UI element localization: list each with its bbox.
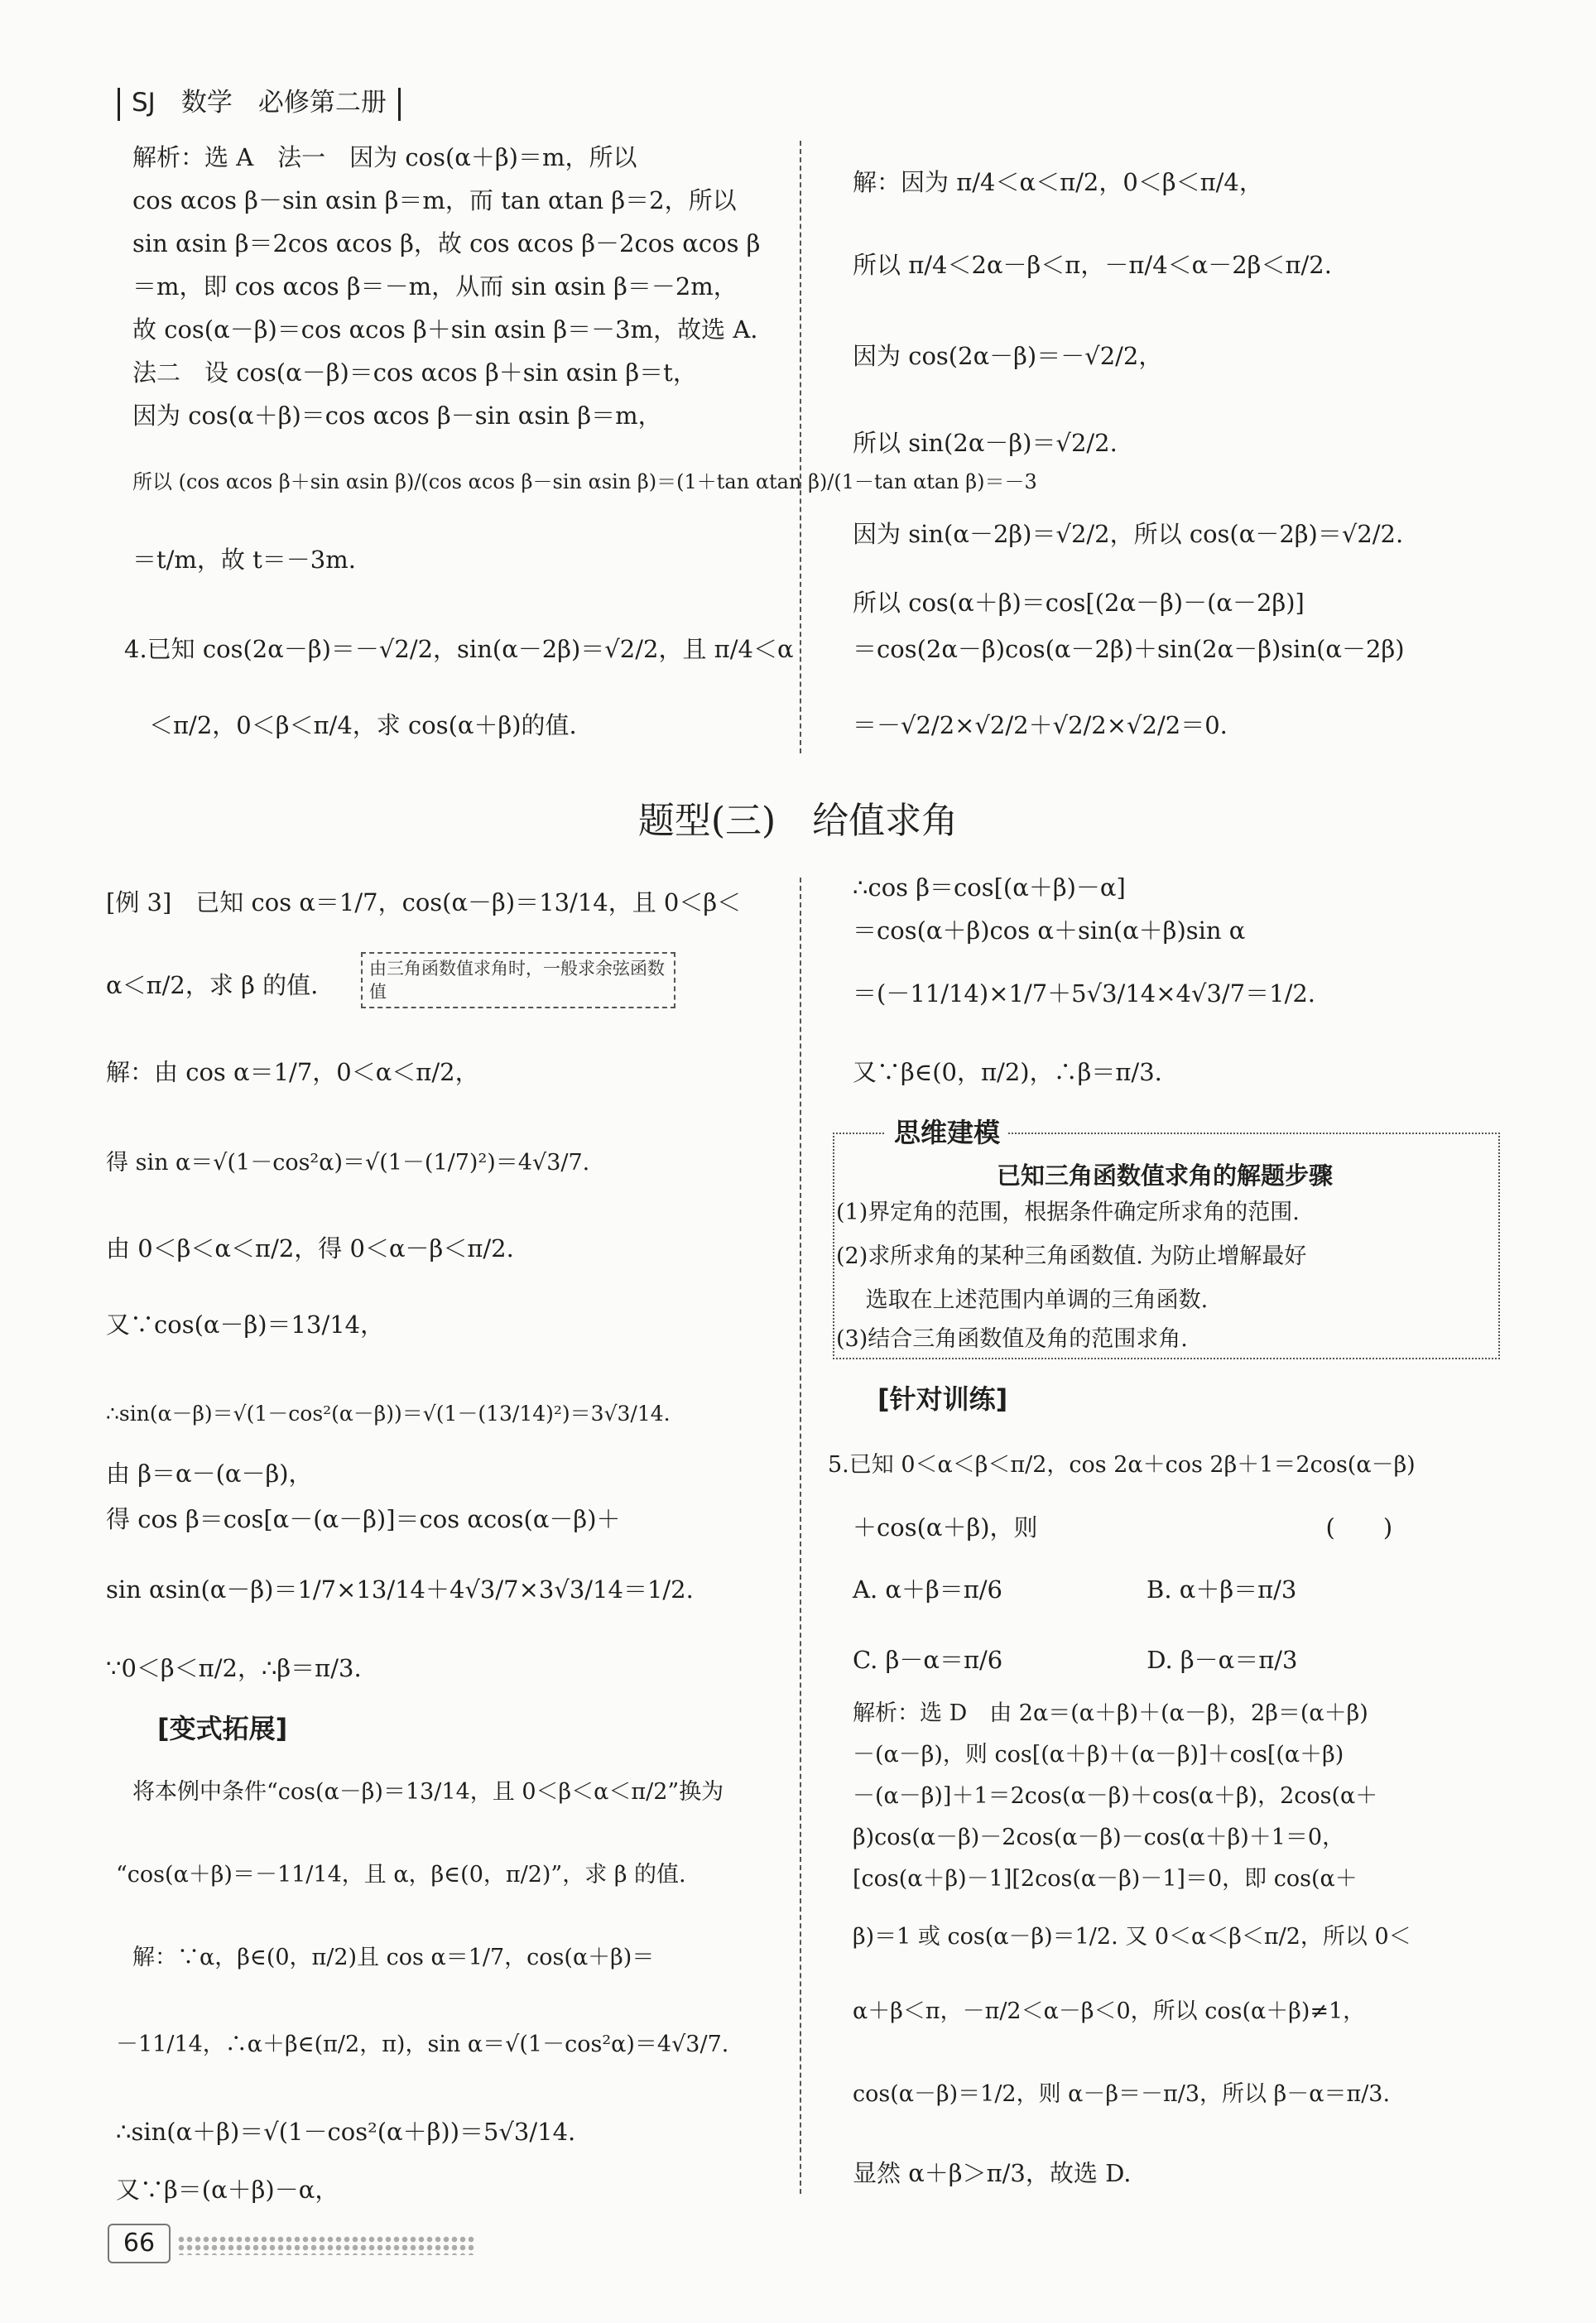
variant-tag: [变式拓展] <box>157 1713 288 1744</box>
box-subtitle: 已知三角函数值求角的解题步骤 <box>996 1162 1333 1190</box>
text-line: 所以 (cos αcos β＋sin αsin β)/(cos αcos β－sin αsin β)＝(1＋tan αtan β)/(1－tan αtan β)＝－3 <box>132 470 1037 493</box>
text-line: 法二 设 cos(α－β)＝cos αcos β＋sin αsin β＝t， <box>132 358 697 387</box>
text-line: 显然 α＋β＞π/3，故选 D. <box>853 2159 1132 2187</box>
column-divider <box>800 141 801 753</box>
text-line: ∴cos β＝cos[(α＋β)－α] <box>853 873 1126 902</box>
text-line: 解：由 cos α＝1/7，0＜α＜π/2， <box>106 1058 479 1086</box>
text-line: ＝－√2/2×√2/2＋√2/2×√2/2＝0. <box>853 711 1228 739</box>
decorative-dots <box>177 2235 475 2255</box>
question-4: 4.已知 cos(2α－β)＝－√2/2，sin(α－2β)＝√2/2，且 π/4＜α <box>124 635 794 663</box>
text-line: 因为 cos(2α－β)＝－√2/2， <box>853 342 1163 370</box>
text-line: －(α－β)]＋1＝2cos(α－β)＋cos(α＋β)，2cos(α＋ <box>853 1783 1378 1809</box>
text-line: －11/14，∴α＋β∈(π/2，π)，sin α＝√(1－cos²α)＝4√3/7. <box>116 2032 729 2057</box>
text-line: 所以 π/4＜2α－β＜π，－π/4＜α－2β＜π/2. <box>853 251 1332 279</box>
text-line: ∴sin(α＋β)＝√(1－cos²(α＋β))＝5√3/14. <box>116 2118 576 2146</box>
text-line: 解：因为 π/4＜α＜π/2，0＜β＜π/4， <box>853 168 1263 196</box>
text-line: 又∵β∈(0，π/2)，∴β＝π/3. <box>853 1058 1162 1086</box>
section-title: 题型(三) 给值求角 <box>637 800 959 842</box>
question-5-cont: ＋cos(α＋β)，则 ( ) <box>853 1513 1393 1541</box>
page-header <box>106 81 412 121</box>
box-item: (1)界定角的范围，根据条件确定所求角的范围. <box>836 1200 1300 1225</box>
header-bar <box>398 88 401 121</box>
text-line: ＝(－11/14)×1/7＋5√3/14×4√3/7＝1/2. <box>853 979 1316 1008</box>
text-line: 由 β＝α－(α－β)， <box>106 1460 313 1488</box>
example-3-cont: α＜π/2，求 β 的值. <box>106 971 319 999</box>
text-line: 所以 sin(2α－β)＝√2/2. <box>853 429 1118 457</box>
text-line: 因为 cos(α＋β)＝cos αcos β－sin αsin β＝m， <box>132 402 662 430</box>
text-line: ＝cos(α＋β)cos α＋sin(α＋β)sin α <box>853 916 1246 945</box>
column-divider <box>800 878 801 2194</box>
text-line: 解：∵α，β∈(0，π/2)且 cos α＝1/7，cos(α＋β)＝ <box>132 1945 655 1970</box>
question-4-cont: ＜π/2，0＜β＜π/4，求 cos(α＋β)的值. <box>149 711 577 739</box>
training-tag: [针对训练] <box>877 1383 1008 1415</box>
box-item: 选取在上述范围内单调的三角函数. <box>836 1287 1209 1313</box>
text-line: “cos(α＋β)＝－11/14，且 α，β∈(0，π/2)”，求 β 的值. <box>116 1862 686 1888</box>
text-line: ＝cos(2α－β)cos(α－2β)＋sin(2α－β)sin(α－2β) <box>853 635 1405 663</box>
header-book: 必修第二册 <box>257 88 387 118</box>
text-line: ＝t/m，故 t＝－3m. <box>132 546 356 574</box>
header-subject: 数学 <box>180 88 233 118</box>
page-number: 66 <box>108 2224 171 2263</box>
text-line: ∴sin(α－β)＝√(1－cos²(α－β))＝√(1－(13/14)²)＝3√3/14. <box>106 1402 671 1426</box>
text-line: sin αsin β＝2cos αcos β，故 cos αcos β－2cos αcos β <box>132 229 761 257</box>
text-line: 又∵β＝(α＋β)－α， <box>116 2176 339 2204</box>
text-line: 解析：选 D 由 2α＝(α＋β)＋(α－β)，2β＝(α＋β) <box>853 1700 1368 1726</box>
text-line: －(α－β)，则 cos[(α＋β)＋(α－β)]＋cos[(α＋β) <box>853 1742 1344 1768</box>
option-row: A. α＋β＝π/6 B. α＋β＝π/3 <box>853 1575 1297 1604</box>
box-item: (2)求所求角的某种三角函数值. 为防止增解最好 <box>836 1243 1307 1269</box>
text-line: β)cos(α－β)－2cos(α－β)－cos(α＋β)＋1＝0， <box>853 1825 1345 1850</box>
text-line: 所以 cos(α＋β)＝cos[(2α－β)－(α－2β)] <box>853 589 1305 617</box>
text-line: cos(α－β)＝1/2，则 α－β＝－π/3，所以 β－α＝π/3. <box>853 2081 1391 2107</box>
text-line: cos αcos β－sin αsin β＝m，而 tan αtan β＝2，所以 <box>132 186 737 214</box>
text-line: [cos(α＋β)－1][2cos(α－β)－1]＝0，即 cos(α＋ <box>853 1866 1358 1892</box>
text-line: 故 cos(α－β)＝cos αcos β＋sin αsin β＝－3m，故选 A. <box>132 315 758 344</box>
margin-note: 由三角函数值求角时，一般求余弦函数值 <box>361 952 675 1008</box>
text-line: β)＝1 或 cos(α－β)＝1/2. 又 0＜α＜β＜π/2，所以 0＜ <box>853 1924 1411 1950</box>
header-series: SJ <box>132 88 156 118</box>
text-line: 由 0＜β＜α＜π/2，得 0＜α－β＜π/2. <box>106 1234 514 1262</box>
box-item: (3)结合三角函数值及角的范围求角. <box>836 1326 1188 1352</box>
text-line: 解析：选 A 法一 因为 cos(α＋β)＝m，所以 <box>132 143 637 171</box>
text-line: 将本例中条件“cos(α－β)＝13/14，且 0＜β＜α＜π/2”换为 <box>132 1779 724 1805</box>
text-line: 又∵cos(α－β)＝13/14， <box>106 1311 385 1339</box>
text-line: ＝m，即 cos αcos β＝－m，从而 sin αsin β＝－2m， <box>132 272 738 301</box>
text-line: 得 sin α＝√(1－cos²α)＝√(1－(1/7)²)＝4√3/7. <box>106 1150 590 1176</box>
box-title: 思维建模 <box>886 1112 1008 1150</box>
text-line: 得 cos β＝cos[α－(α－β)]＝cos αcos(α－β)＋ <box>106 1505 621 1533</box>
text-line: ∵0＜β＜π/2，∴β＝π/3. <box>106 1654 362 1682</box>
header-bar <box>118 88 120 121</box>
text-line: 因为 sin(α－2β)＝√2/2，所以 cos(α－2β)＝√2/2. <box>853 520 1404 548</box>
text-line: α＋β＜π，－π/2＜α－β＜0，所以 cos(α＋β)≠1， <box>853 1998 1366 2024</box>
example-3: [例 3] 已知 cos α＝1/7，cos(α－β)＝13/14，且 0＜β＜ <box>106 888 742 916</box>
question-5: 5.已知 0＜α＜β＜π/2，cos 2α＋cos 2β＋1＝2cos(α－β) <box>828 1452 1416 1478</box>
text-line: sin αsin(α－β)＝1/7×13/14＋4√3/7×3√3/14＝1/2. <box>106 1575 694 1604</box>
option-row: C. β－α＝π/6 D. β－α＝π/3 <box>853 1646 1298 1674</box>
